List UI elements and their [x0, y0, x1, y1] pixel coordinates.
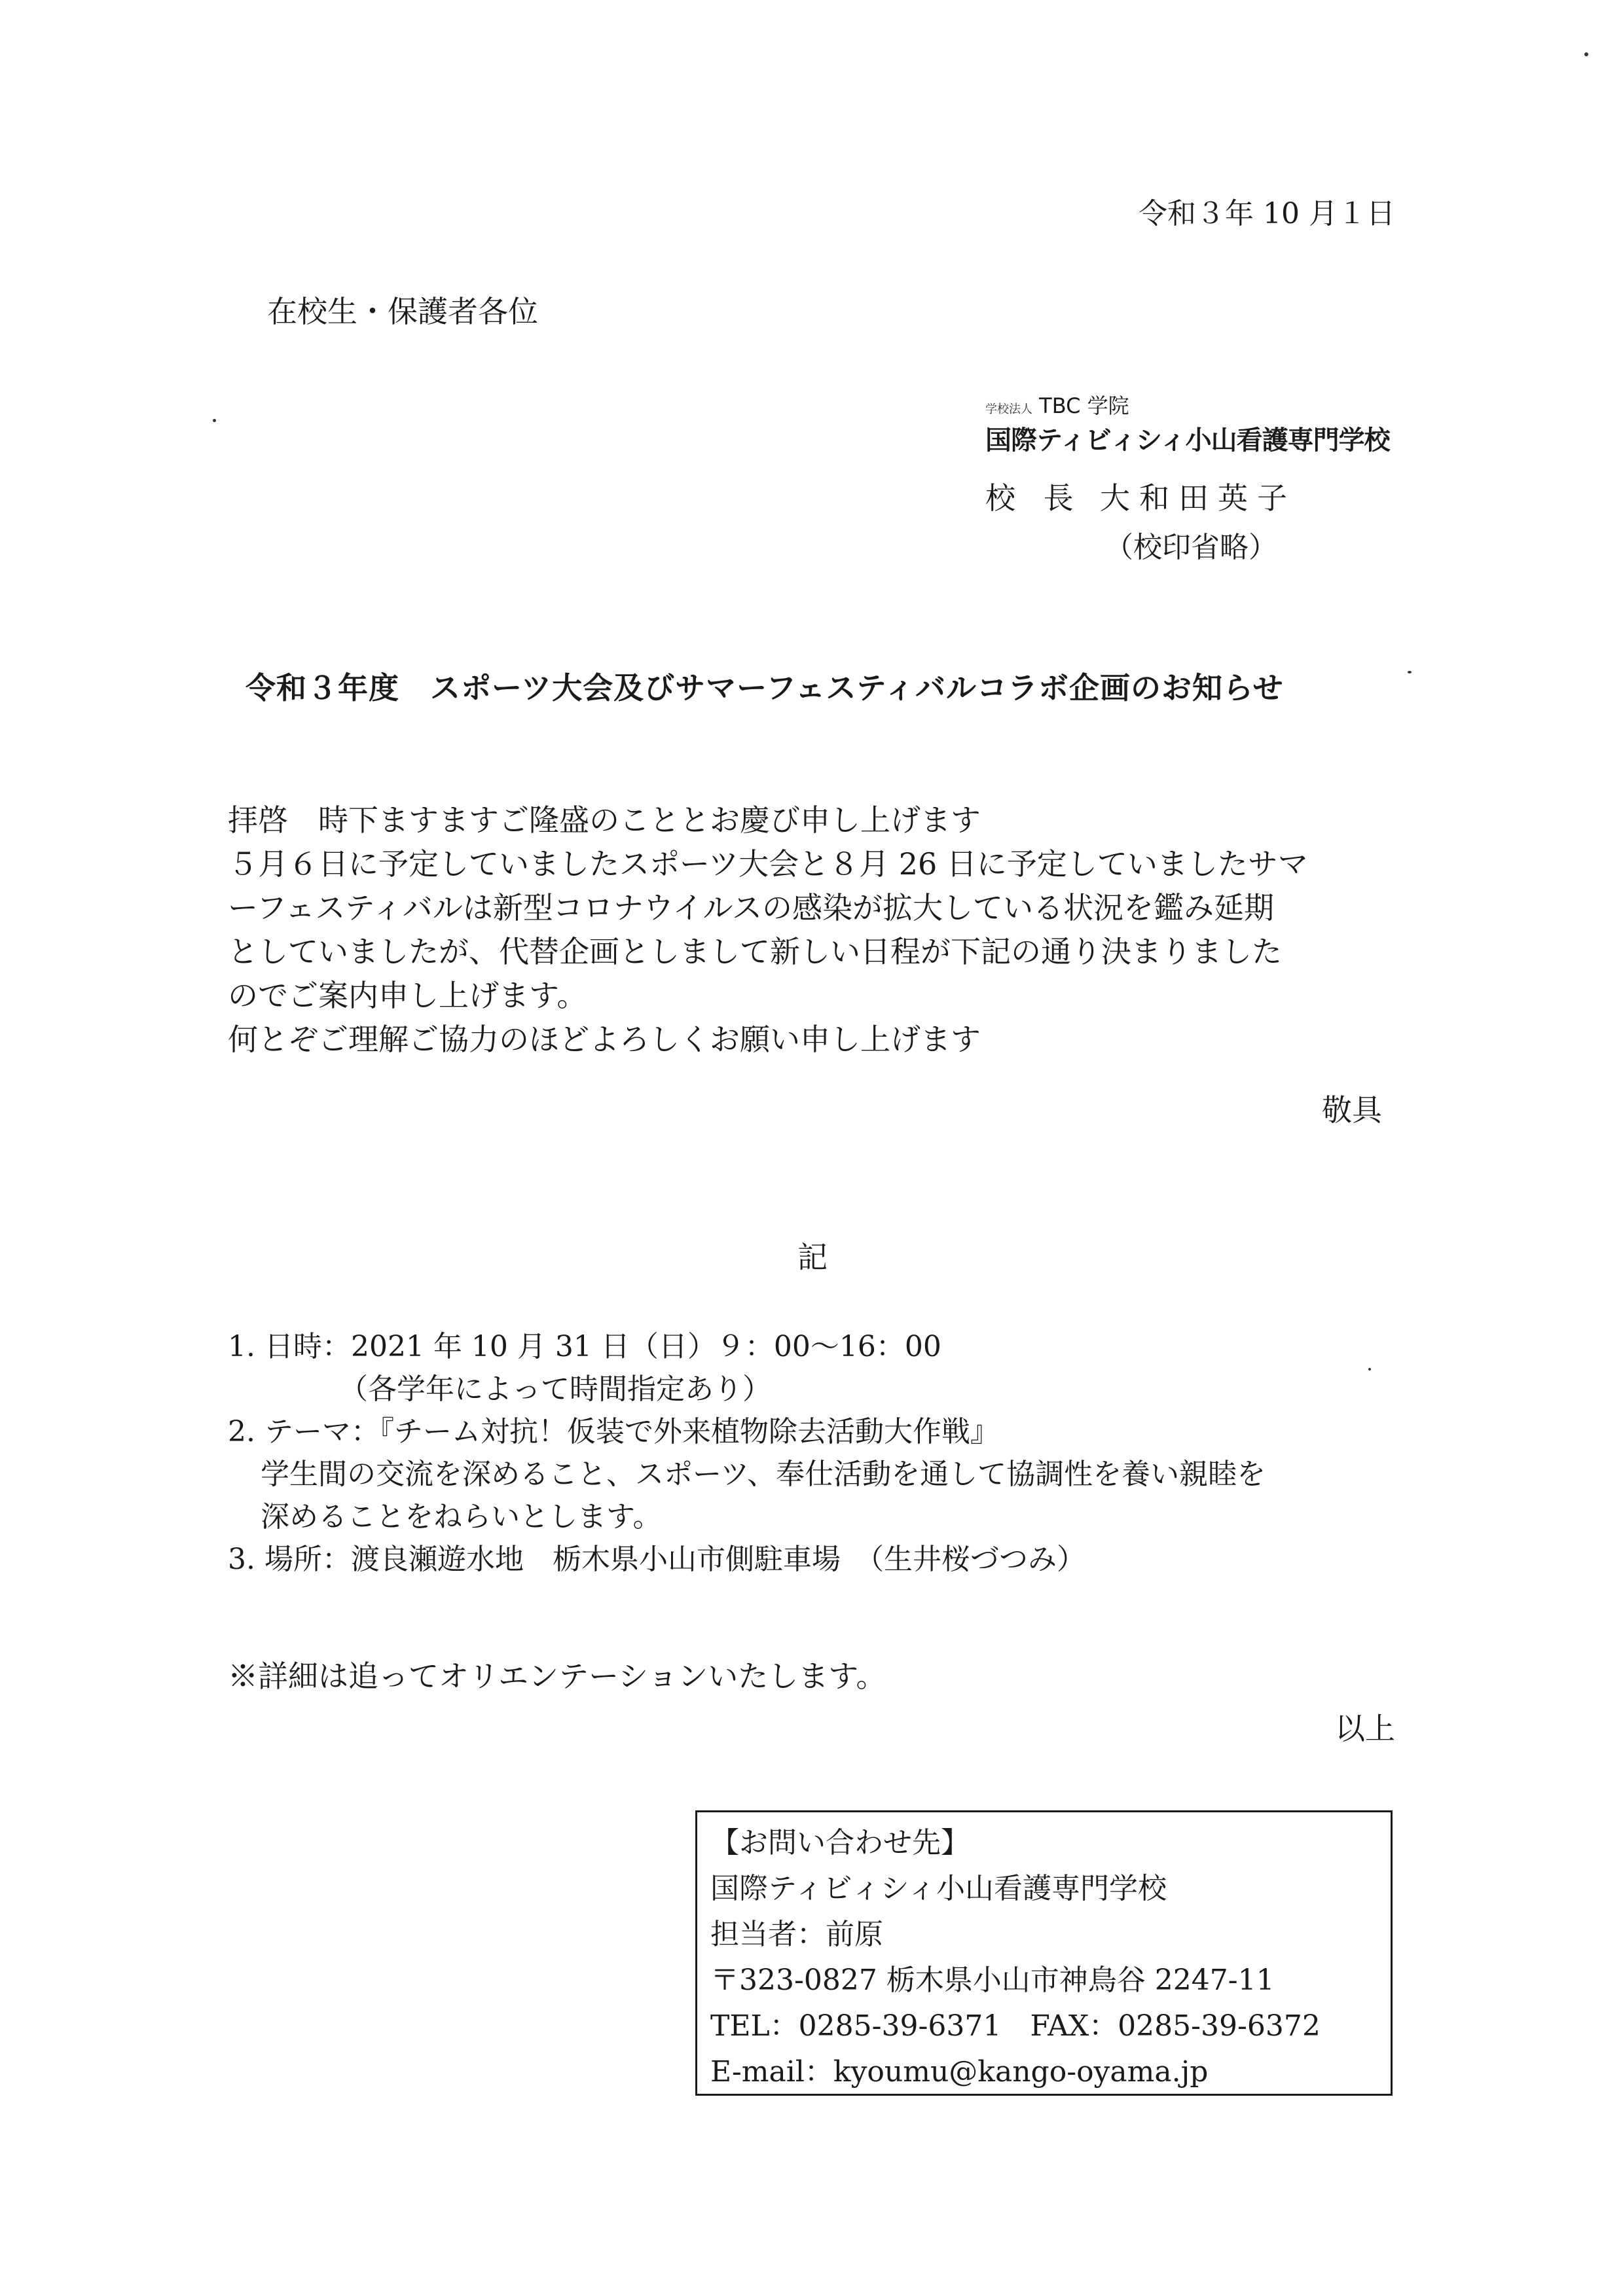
school-name: 国際ティビィシィ小山看護専門学校: [985, 425, 1390, 456]
recipients: 在校生・保護者各位: [267, 294, 538, 329]
body-line: のでご案内申し上げます。: [228, 978, 587, 1013]
item-location: 3. 場所：渡良瀬遊水地 栃木県小山市側駐車場 （生井桜づつみ）: [228, 1543, 1085, 1576]
item-list: [228, 1325, 1419, 1581]
item-theme-description: 学生間の交流を深めること、スポーツ、奉仕活動を通して協調性を養い親睦を: [261, 1458, 1266, 1491]
body-line: 何とぞご理解ご協力のほどよろしくお願い申し上げます: [228, 1022, 981, 1057]
body-line: 拝啓 時下ますますご隆盛のこととお慶び申し上げます: [228, 802, 981, 838]
details-note: ※詳細は追ってオリエンテーションいたします。: [228, 1659, 886, 1694]
contact-email: E-mail：kyoumu@kango-oyama.jp: [710, 2055, 1209, 2089]
contact-phone-fax: TEL：0285-39-6371 FAX：0285-39-6372: [710, 2009, 1321, 2043]
contact-box: [695, 1810, 1393, 2096]
body-line: ーフェスティバルは新型コロナウイルスの感染が拡大している状況を鑑み延期: [228, 890, 1275, 925]
principal-title: 校 長: [985, 480, 1083, 516]
body-line: としていましたが、代替企画としまして新しい日程が下記の通り決まりました: [228, 934, 1282, 969]
contact-address: 〒323-0827 栃木県小山市神鳥谷 2247-11: [710, 1964, 1275, 1997]
closing-ijou: 以上: [1335, 1711, 1395, 1746]
corporation-label: TBC 学院: [1039, 393, 1129, 418]
body-text: [228, 798, 1400, 1062]
seal-omitted-note: （校印省略）: [1104, 531, 1277, 564]
document-date: 令和３年 10 月１日: [1139, 197, 1395, 230]
scan-speck: [1368, 1368, 1371, 1371]
item-theme: 2. テーマ：『チーム対抗！仮装で外来植物除去活動大作戦』: [228, 1415, 999, 1448]
scan-speck: [213, 419, 216, 422]
contact-header: 【お問い合わせ先】: [710, 1826, 970, 1859]
principal-name: 大和田英子: [1100, 480, 1296, 516]
scan-speck: [1408, 671, 1412, 673]
item-datetime-note: （各学年によって時間指定あり）: [339, 1372, 771, 1406]
corporation-name: [985, 389, 1129, 420]
contact-school: 国際ティビィシィ小山看護専門学校: [710, 1872, 1167, 1905]
body-line: ５月６日に予定していましたスポーツ大会と８月 26 日に予定していましたサマ: [228, 846, 1308, 882]
closing-keigu: 敬具: [1322, 1092, 1382, 1128]
ki-heading: 記: [797, 1240, 828, 1275]
item-theme-description: 深めることをねらいとします。: [261, 1500, 662, 1534]
corporation-prefix: 学校法人: [985, 403, 1032, 416]
item-datetime: 1. 日時：2021 年 10 月 31 日（日）９：00～16：00: [228, 1330, 941, 1363]
scan-speck: [1584, 52, 1588, 56]
document-title: 令和３年度 スポーツ大会及びサマーフェスティバルコラボ企画のお知らせ: [246, 670, 1284, 706]
contact-person: 担当者：前原: [710, 1918, 883, 1951]
